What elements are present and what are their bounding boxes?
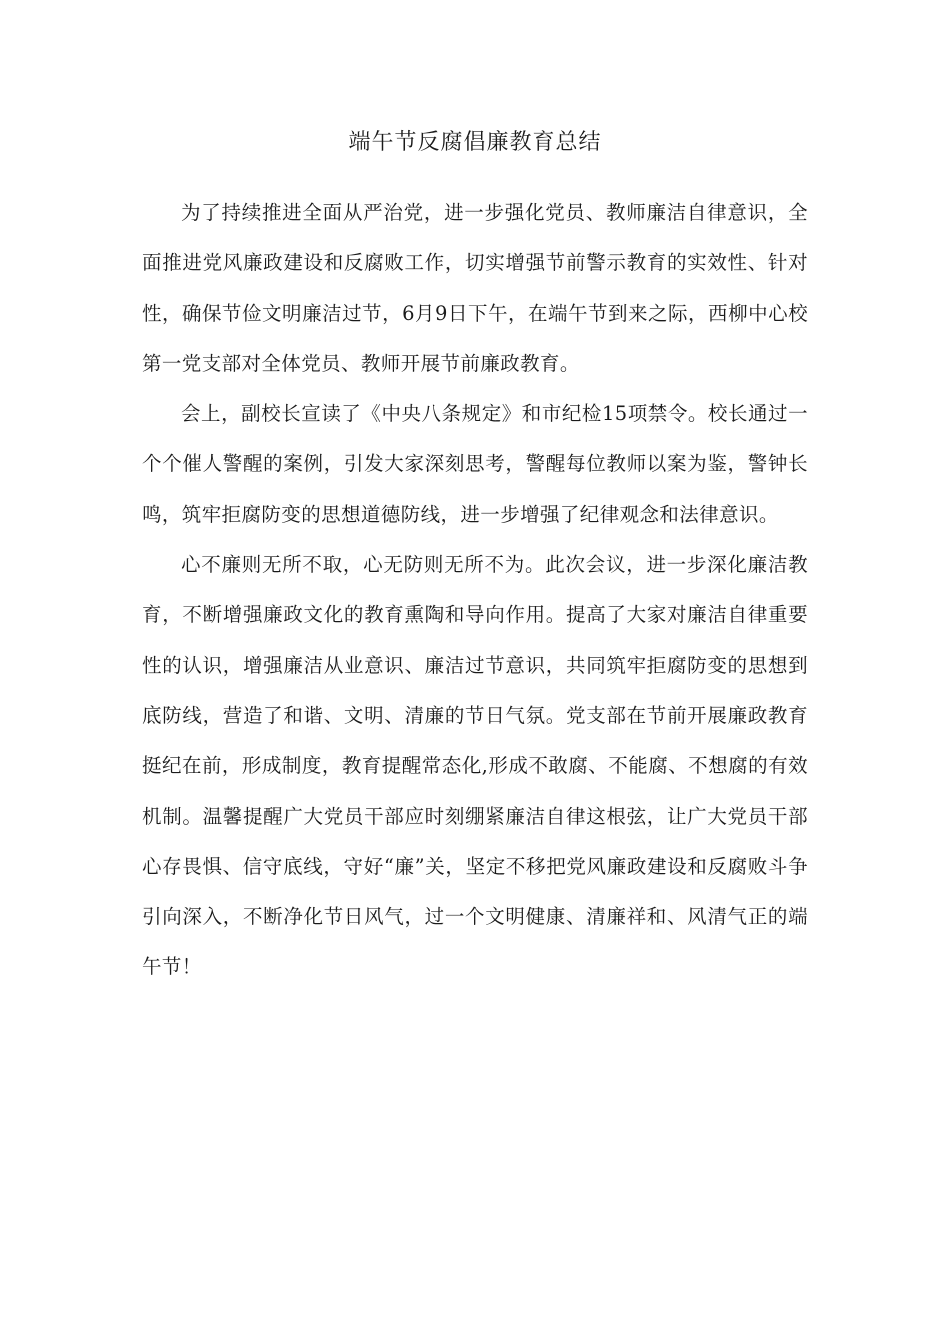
paragraph-2: 会上，副校长宣读了《中央八条规定》和市纪检15项禁令。校长通过一个个催人警醒的案例，引发大家深刻思考，警醒每位教师以案为鉴，警钟长鸣，筑牢拒腐防变的思想道德防线，进一步增强了纪律观念和法律意识。 xyxy=(142,402,808,526)
paragraph-3: 心不廉则无所不取，心无防则无所不为。此次会议，进一步深化廉洁教育，不断增强廉政文化的教育熏陶和导向作用。提高了大家对廉洁自律重要性的认识，增强廉洁从业意识、廉洁过节意识，共同筑牢拒腐防变的思想到底防线，营造了和谐、文明、清廉的节日气氛。党支部在节前开展廉政教育挺纪在前，形成制度，教育提醒常态化,形成不敢腐、不能腐、不想腐的有效机制。温馨提醒广大党员干部应时刻绷紧廉洁自律这根弦，让广大党员干部心存畏惧、信守底线，守好“廉”关，坚定不移把党风廉政建设和反腐败斗争引向深入，不断净化节日风气，过一个文明健康、清廉祥和、风清气正的端午节！ xyxy=(142,553,808,979)
document-body xyxy=(142,188,808,993)
paragraph-1: 为了持续推进全面从严治党，进一步强化党员、教师廉洁自律意识，全面推进党风廉政建设和反腐败工作，切实增强节前警示教育的实效性、针对性，确保节俭文明廉洁过节，6月9日下午，在端午节到来之际，西柳中心校第一党支部对全体党员、教师开展节前廉政教育。 xyxy=(142,201,808,375)
document-title: 端午节反腐倡廉教育总结 xyxy=(348,130,602,155)
